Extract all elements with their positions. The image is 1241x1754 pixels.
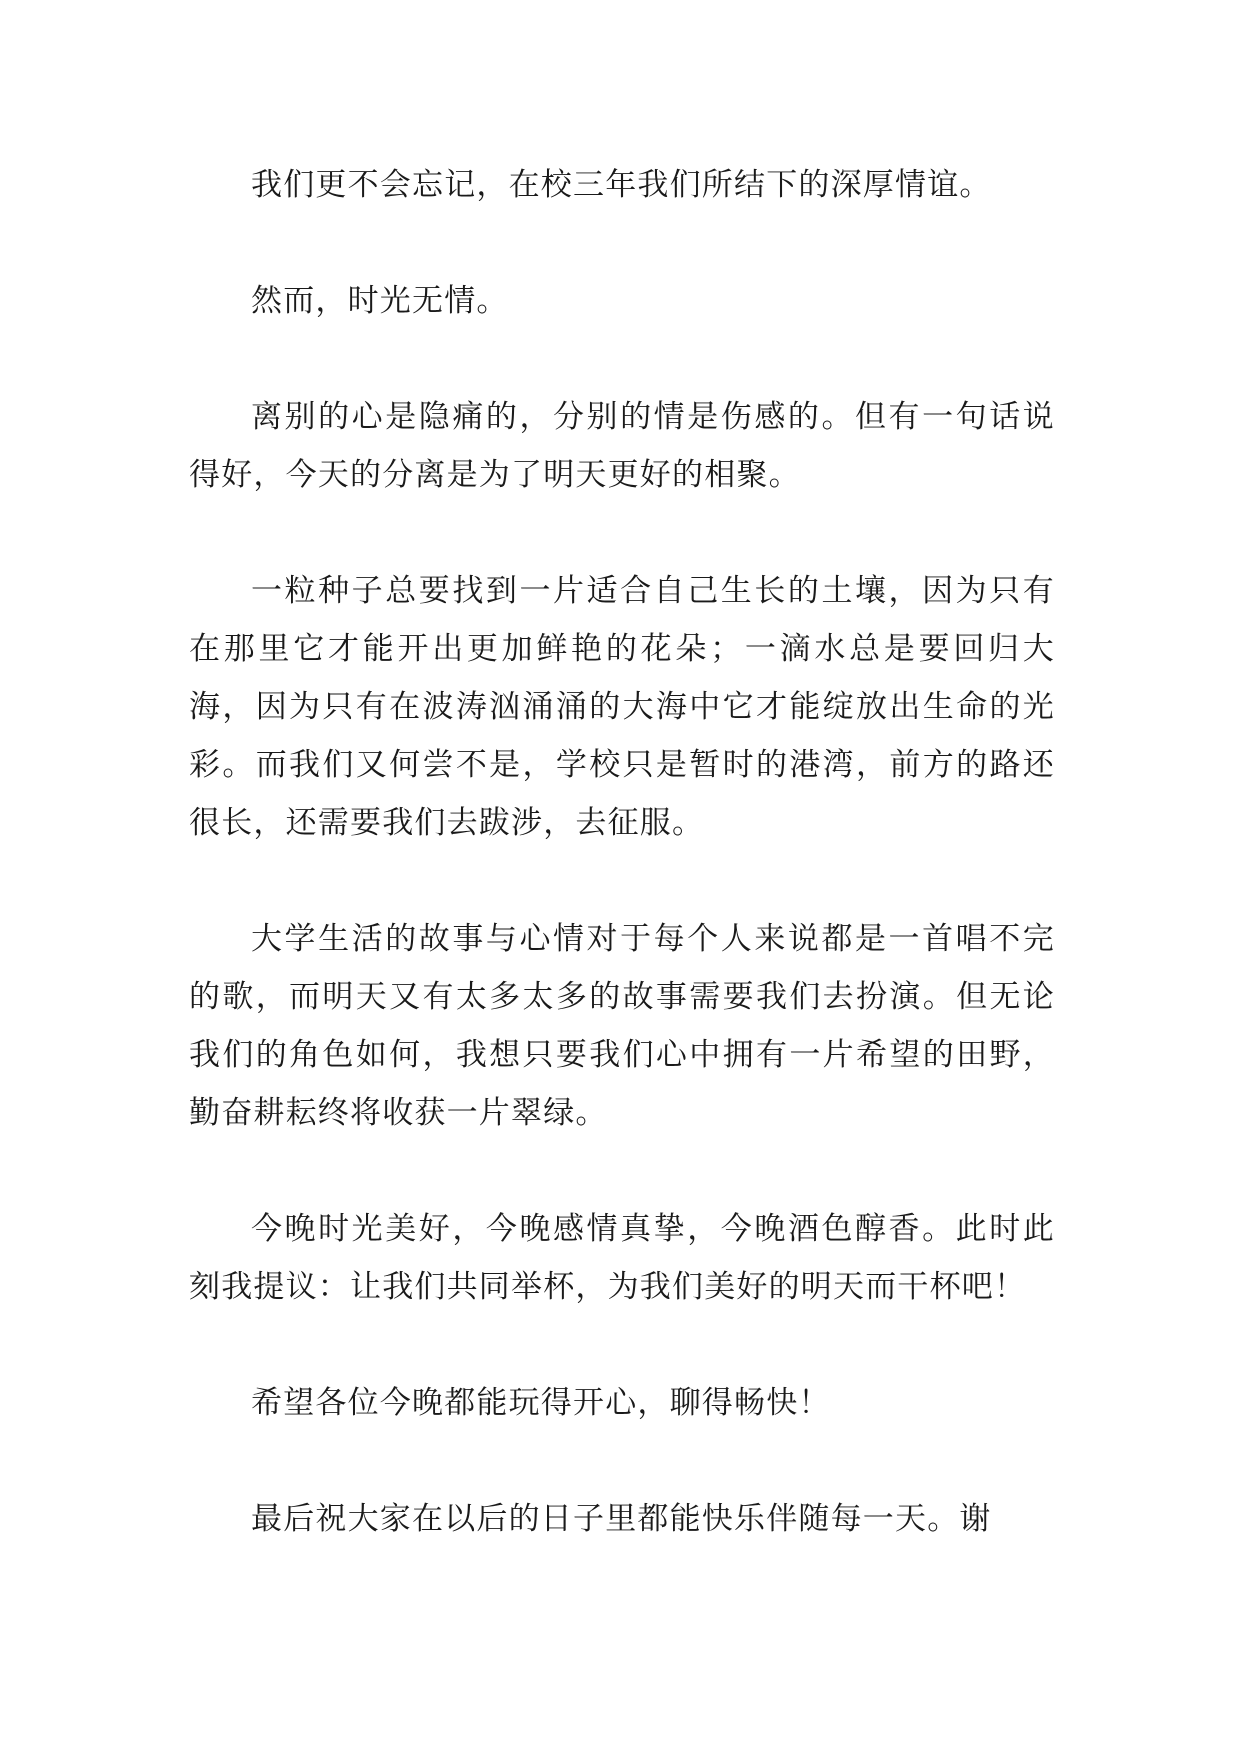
- paragraph-5: 大学生活的故事与心情对于每个人来说都是一首唱不完的歌，而明天又有太多太多的故事需要我们去扮演。但无论我们的角色如何，我想只要我们心中拥有一片希望的田野，勤奋耕耘终将收获一片翠绿。: [189, 921, 1055, 1131]
- paragraph-7: 希望各位今晚都能玩得开心，聊得畅快！: [251, 1385, 831, 1421]
- paragraph-4: 一粒种子总要找到一片适合自己生长的土壤，因为只有在那里它才能开出更加鲜艳的花朵；一滴水总是要回归大海，因为只有在波涛汹涌涌的大海中它才能绽放出生命的光彩。而我们又何尝不是，学校只是暂时的港湾，前方的路还很长，还需要我们去跋涉，去征服。: [189, 573, 1055, 841]
- paragraph-6: 今晚时光美好，今晚感情真挚，今晚酒色醇香。此时此刻我提议：让我们共同举杯，为我们美好的明天而干杯吧！: [189, 1211, 1055, 1305]
- paragraph-1: 我们更不会忘记，在校三年我们所结下的深厚情谊。: [251, 167, 992, 203]
- document-body: [189, 156, 1055, 1606]
- paragraph-2: 然而，时光无情。: [251, 283, 509, 319]
- paragraph-3: 离别的心是隐痛的，分别的情是伤感的。但有一句话说得好，今天的分离是为了明天更好的相聚。: [189, 399, 1055, 493]
- paragraph-8: 最后祝大家在以后的日子里都能快乐伴随每一天。谢: [251, 1501, 992, 1537]
